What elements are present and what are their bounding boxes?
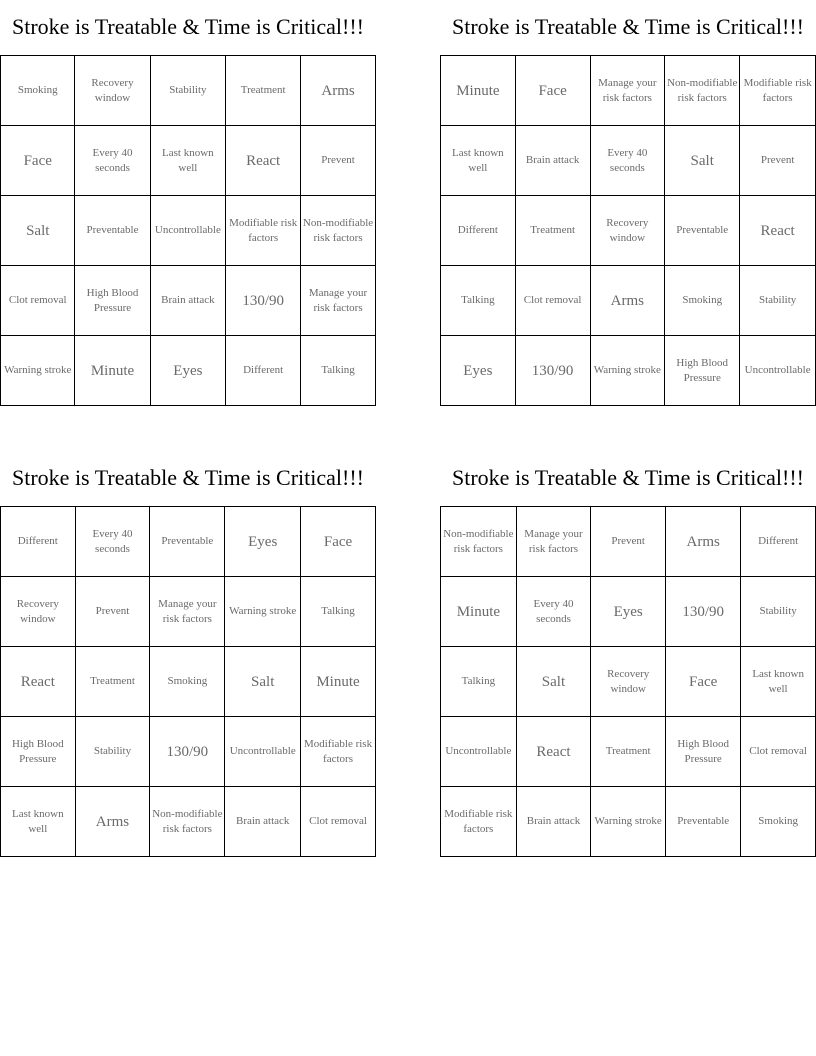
bingo-row [441, 56, 816, 126]
bingo-row [1, 647, 376, 717]
bingo-cell: Treatment [591, 717, 666, 787]
bingo-cell: Preventable [666, 787, 741, 857]
bingo-cell: 130/90 [666, 577, 741, 647]
bingo-grid [440, 55, 816, 406]
bingo-cell: Last known well [741, 647, 816, 717]
bingo-row [441, 336, 816, 406]
bingo-cell: Every 40 seconds [516, 577, 591, 647]
bingo-cell: Talking [441, 647, 517, 717]
bingo-cell: Recovery window [591, 647, 666, 717]
bingo-cell: Smoking [150, 647, 225, 717]
bingo-cell: Arms [666, 507, 741, 577]
bingo-cell: Recovery window [590, 196, 665, 266]
bingo-row [441, 126, 816, 196]
bingo-cell: Manage your risk factors [590, 56, 665, 126]
bingo-cell: Prevent [301, 126, 376, 196]
bingo-cell: Minute [301, 647, 376, 717]
bingo-cell: Treatment [226, 56, 301, 126]
bingo-card-2 [440, 13, 816, 384]
bingo-cell: Clot removal [741, 717, 816, 787]
bingo-cell: Last known well [150, 126, 226, 196]
bingo-row [441, 787, 816, 857]
bingo-cell: Treatment [515, 196, 590, 266]
bingo-cell: Recovery window [1, 577, 76, 647]
bingo-cell: Different [1, 507, 76, 577]
bingo-cell: Talking [441, 266, 516, 336]
bingo-cell: Modifiable risk factors [740, 56, 816, 126]
bingo-cell: Salt [665, 126, 740, 196]
bingo-cell: Last known well [441, 126, 516, 196]
bingo-cell: Uncontrollable [150, 196, 226, 266]
bingo-grid [0, 506, 376, 857]
bingo-cell: Modifiable risk factors [441, 787, 517, 857]
bingo-cell: Salt [225, 647, 301, 717]
bingo-cell: Brain attack [225, 787, 301, 857]
bingo-row [441, 266, 816, 336]
bingo-cell: Prevent [740, 126, 816, 196]
bingo-cell: Uncontrollable [225, 717, 301, 787]
bingo-cell: Prevent [591, 507, 666, 577]
bingo-cell: Clot removal [515, 266, 590, 336]
bingo-cell: Different [741, 507, 816, 577]
bingo-cell: Smoking [741, 787, 816, 857]
bingo-cell: Face [666, 647, 741, 717]
bingo-cell: Stability [741, 577, 816, 647]
bingo-cell: 130/90 [226, 266, 301, 336]
bingo-card-3 [0, 464, 376, 835]
card-title: Stroke is Treatable & Time is Critical!!! [12, 14, 364, 39]
bingo-cell: Modifiable risk factors [301, 717, 376, 787]
bingo-cell: Warning stroke [225, 577, 301, 647]
bingo-cell: Clot removal [1, 266, 75, 336]
bingo-row [1, 787, 376, 857]
bingo-cell: Face [1, 126, 75, 196]
bingo-row [1, 717, 376, 787]
bingo-cell: Non-modifiable risk factors [150, 787, 225, 857]
bingo-cell: Stability [740, 266, 816, 336]
bingo-grid [440, 506, 816, 857]
bingo-cell: Eyes [441, 336, 516, 406]
bingo-cell: High Blood Pressure [75, 266, 150, 336]
bingo-cell: React [1, 647, 76, 717]
bingo-row [1, 577, 376, 647]
bingo-cell: High Blood Pressure [665, 336, 740, 406]
bingo-cell: Arms [75, 787, 150, 857]
bingo-cell: Preventable [665, 196, 740, 266]
bingo-row [441, 717, 816, 787]
bingo-cell: Warning stroke [590, 336, 665, 406]
bingo-cell: Face [301, 507, 376, 577]
bingo-cell: React [226, 126, 301, 196]
bingo-cell: Every 40 seconds [590, 126, 665, 196]
bingo-cell: Warning stroke [591, 787, 666, 857]
bingo-cell: Non-modifiable risk factors [301, 196, 376, 266]
bingo-cell: Talking [301, 336, 376, 406]
bingo-cell: High Blood Pressure [1, 717, 76, 787]
bingo-row [1, 336, 376, 406]
bingo-cell: Smoking [1, 56, 75, 126]
bingo-cell: Manage your risk factors [516, 507, 591, 577]
bingo-cell: Clot removal [301, 787, 376, 857]
bingo-cell: 130/90 [150, 717, 225, 787]
bingo-row [1, 266, 376, 336]
bingo-cell: High Blood Pressure [666, 717, 741, 787]
bingo-cell: Non-modifiable risk factors [441, 507, 517, 577]
bingo-cell: Uncontrollable [740, 336, 816, 406]
bingo-cell: Warning stroke [1, 336, 75, 406]
bingo-row [1, 507, 376, 577]
bingo-cell: Stability [150, 56, 226, 126]
bingo-cell: Modifiable risk factors [226, 196, 301, 266]
card-title: Stroke is Treatable & Time is Critical!!! [12, 465, 364, 490]
bingo-cell: Prevent [75, 577, 150, 647]
bingo-cell: Manage your risk factors [301, 266, 376, 336]
bingo-cell: 130/90 [515, 336, 590, 406]
bingo-card-1 [0, 13, 376, 379]
bingo-cell: Face [515, 56, 590, 126]
bingo-cell: Salt [516, 647, 591, 717]
bingo-cell: React [740, 196, 816, 266]
bingo-row [441, 507, 816, 577]
bingo-cell: Recovery window [75, 56, 150, 126]
bingo-cell: Manage your risk factors [150, 577, 225, 647]
bingo-row [441, 196, 816, 266]
bingo-cell: Preventable [75, 196, 150, 266]
bingo-cell: Different [441, 196, 516, 266]
bingo-cell: Stability [75, 717, 150, 787]
bingo-cell: Brain attack [516, 787, 591, 857]
bingo-row [1, 196, 376, 266]
bingo-cell: Treatment [75, 647, 150, 717]
bingo-cell: Non-modifiable risk factors [665, 56, 740, 126]
card-title: Stroke is Treatable & Time is Critical!!! [452, 465, 804, 490]
bingo-cell: Every 40 seconds [75, 507, 150, 577]
bingo-cell: Eyes [150, 336, 226, 406]
bingo-cell: Every 40 seconds [75, 126, 150, 196]
bingo-cell: Brain attack [150, 266, 226, 336]
bingo-cell: Arms [590, 266, 665, 336]
bingo-cell: Brain attack [515, 126, 590, 196]
card-title: Stroke is Treatable & Time is Critical!!! [452, 14, 804, 39]
bingo-row [1, 56, 376, 126]
bingo-row [1, 126, 376, 196]
bingo-cell: Minute [441, 56, 516, 126]
bingo-cell: Different [226, 336, 301, 406]
bingo-cell: Minute [75, 336, 150, 406]
bingo-cell: Smoking [665, 266, 740, 336]
bingo-card-4 [440, 464, 816, 835]
bingo-cell: Salt [1, 196, 75, 266]
bingo-cell: Arms [301, 56, 376, 126]
bingo-cell: Minute [441, 577, 517, 647]
bingo-row [441, 577, 816, 647]
bingo-cell: Eyes [225, 507, 301, 577]
bingo-cell: Eyes [591, 577, 666, 647]
bingo-grid [0, 55, 376, 406]
bingo-row [441, 647, 816, 717]
bingo-cell: Last known well [1, 787, 76, 857]
bingo-cell: React [516, 717, 591, 787]
bingo-cell: Preventable [150, 507, 225, 577]
bingo-cell: Uncontrollable [441, 717, 517, 787]
bingo-cell: Talking [301, 577, 376, 647]
